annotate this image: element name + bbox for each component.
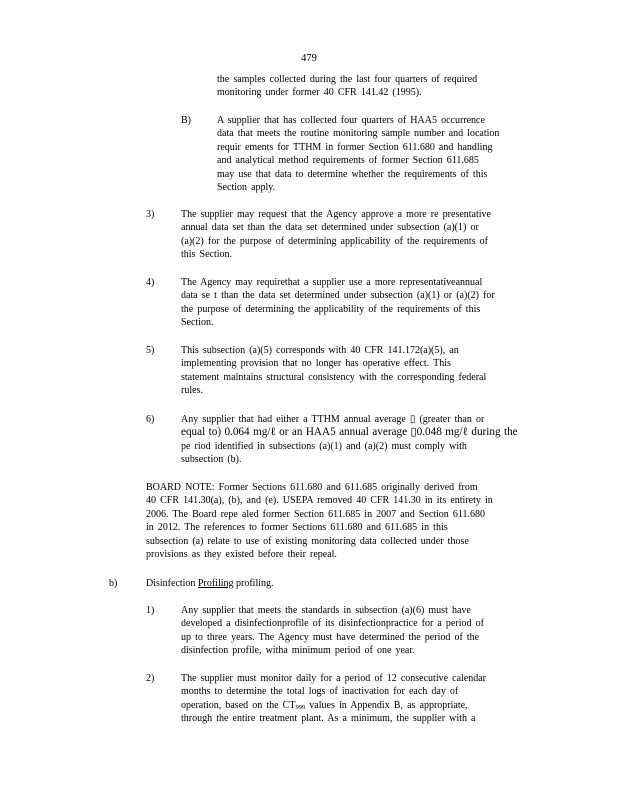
text-line: requir ements for TTHM in former Section 611.680 and handling (217, 141, 493, 153)
text-line: A supplier that has collected four quarters of HAA5 occurrence (217, 115, 485, 126)
text-line: implementing provision that no longer has operative effect. This (181, 358, 451, 370)
text-line: Any supplier that had either a TTHM annual average ▯ (greater than or (181, 414, 485, 425)
item-6-label: 6) (146, 414, 155, 425)
item-5-label: 5) (146, 345, 155, 356)
text-line: the purpose of determining the applicability of the requirements of this (181, 303, 481, 315)
text-line (181, 699, 533, 712)
text-line: (a)(2) for the purpose of determining applicability of the requirements of (181, 235, 489, 247)
b-item-1-label: 1) (146, 605, 155, 616)
text-line: The supplier must monitor daily for a period of 12 consecutive calendar (181, 673, 487, 684)
text-line: the samples collected during the last four quarters of required (217, 74, 478, 85)
text-line: provisions as they existed before their repeal. (146, 548, 337, 560)
item-b-paragraph (217, 114, 533, 194)
b-item-2-paragraph (181, 672, 533, 726)
text-line: subsection (b). (181, 454, 242, 466)
text-line: may use that data to determine whether the requirements of this (217, 168, 488, 180)
text-line: This subsection (a)(5) corresponds with 40 CFR 141.172(a)(5), an (181, 345, 459, 356)
text-line: The supplier may request that the Agency approve a more re presentative (181, 209, 491, 220)
text-line: months to determine the total logs of inactivation for each day of (181, 686, 459, 698)
section-b-heading (146, 577, 274, 590)
heading-prefix: Disinfection (146, 578, 198, 589)
text-line: Any supplier that meets the standards in subsection (a)(6) must have (181, 605, 471, 616)
page-number: 479 (301, 53, 317, 64)
item-b-label: B) (181, 115, 191, 126)
text-line: in 2012. The references to former Sections 611.680 and 611.685 in this (146, 522, 448, 534)
text-line: The Agency may requirethat a supplier use a more representativeannual (181, 277, 483, 288)
item-3-paragraph (181, 208, 533, 262)
ct-continued: values in Appendix B, as appropriate, (309, 699, 468, 711)
heading-underlined: Profiling (197, 578, 234, 589)
text-line: up to three years. The Agency must have determined the period of the (181, 631, 480, 643)
text-line: and analytical method requirements of former Section 611.685 (217, 155, 479, 167)
text-line: this Section. (181, 249, 233, 261)
b-item-1-paragraph (181, 604, 533, 658)
heading-suffix: profiling. (233, 578, 274, 589)
text-line: monitoring under former 40 CFR 141.42 (1995). (217, 87, 422, 99)
text-line: annual data set than the data set determined under subsection (a)(1) or (181, 222, 479, 234)
text-line: Section apply. (217, 181, 276, 193)
text-line: BOARD NOTE: Former Sections 611.680 and 611.685 originally derived from (146, 482, 478, 493)
ct-subscript: 999 (295, 703, 306, 711)
text-line: subsection (a) relate to use of existing monitoring data collected under those (146, 535, 469, 547)
board-note (146, 481, 538, 561)
b-item-2-label: 2) (146, 673, 155, 684)
ct-text: operation, based on the CT (181, 699, 296, 711)
item-4-label: 4) (146, 277, 155, 288)
text-line: Section. (181, 317, 214, 329)
text-line: statement maintains structural consistency with the corresponding federal (181, 371, 487, 383)
text-line: 40 CFR 141.30(a), (b), and (e). USEPA removed 40 CFR 141.30 in its entirety in (146, 495, 493, 507)
item-6-paragraph (181, 413, 535, 467)
text-line: 2006. The Board repe aled former Section 611.685 in 2007 and Section 611.680 (146, 508, 486, 520)
item-5-paragraph (181, 344, 533, 398)
text-line: equal to) 0.064 mg/ℓ or an HAA5 annual average ▯0.048 mg/ℓ during the (181, 426, 518, 439)
text-line: data se t than the data set determined under subsection (a)(1) or (a)(2) for (181, 290, 495, 302)
item-3-label: 3) (146, 209, 155, 220)
text-line: disinfection profile, witha minimum period of one year. (181, 645, 415, 657)
item-4-paragraph (181, 276, 533, 330)
text-line: rules. (181, 385, 203, 397)
intro-paragraph (217, 73, 507, 100)
text-line: pe riod identified in subsections (a)(1) and (a)(2) must comply with (181, 440, 467, 452)
section-b-label: b) (109, 578, 118, 589)
text-line: developed a disinfectionprofile of its disinfectionpractice for a period of (181, 618, 484, 630)
text-line: through the entire treatment plant. As a minimum, the supplier with a (181, 713, 476, 725)
text-line: data that meets the routine monitoring sample number and location (217, 128, 500, 140)
